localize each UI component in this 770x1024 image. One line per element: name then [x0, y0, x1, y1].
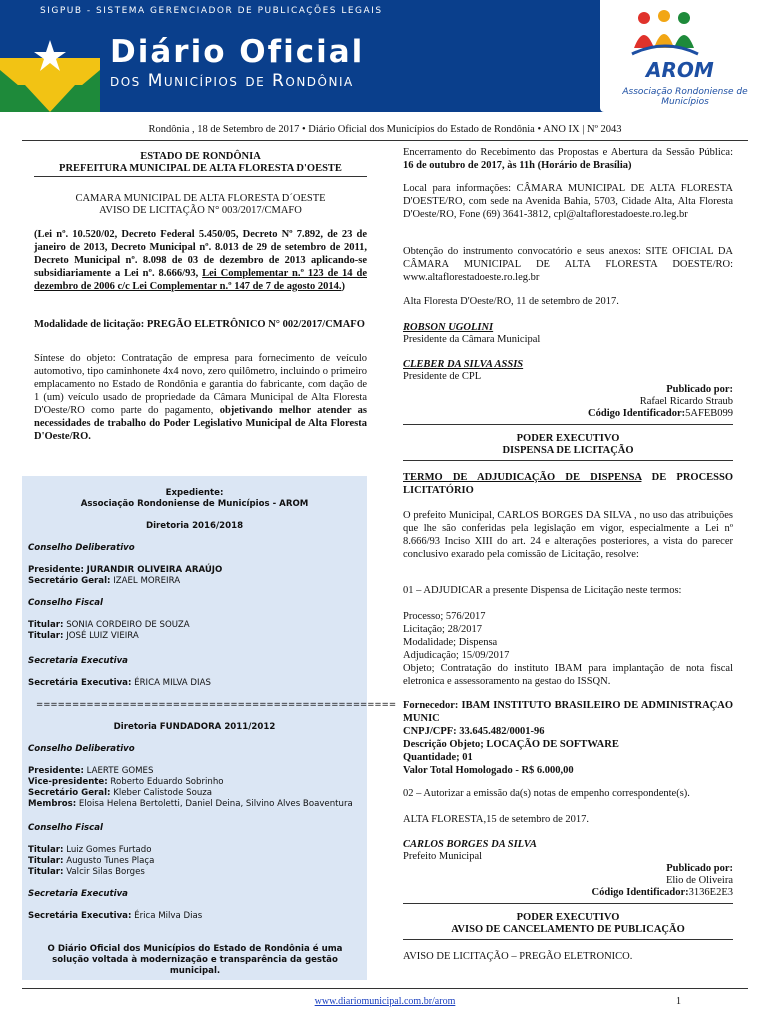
section-subtitle: AVISO DE CANCELAMENTO DE PUBLICAÇÃO: [451, 924, 685, 935]
divider: [403, 939, 733, 940]
field-value: Roberto Eduardo Sobrinho: [110, 777, 224, 787]
masthead: [0, 0, 770, 112]
date-line: Alta Floresta D'Oeste/RO, 11 de setembro de 2017.: [403, 296, 619, 307]
diretoria-title: Diretoria 2016/2018: [145, 521, 244, 531]
fornecedor: Fornecedor: IBAM INSTITUTO BRASILEIRO DE ADMINISTRAÇAO MUNIC: [403, 700, 733, 724]
field-label: Presidente:: [28, 565, 84, 575]
divider: [403, 424, 733, 425]
sintese: [34, 352, 367, 443]
rondonia-flag-icon: [0, 0, 100, 112]
identifier-row: [403, 407, 733, 420]
signatory-name: CARLOS BORGES DA SILVA: [403, 839, 537, 850]
page-number: 1: [676, 996, 681, 1007]
identifier-value: 3136E2E3: [688, 887, 733, 898]
signatory-role: Presidente de CPL: [403, 371, 482, 382]
field-label: Vice-presidente:: [28, 777, 108, 787]
signatory-name: CLEBER DA SILVA ASSIS: [403, 359, 524, 370]
legal-basis-close: ): [341, 281, 346, 292]
presidente-row: [28, 766, 361, 777]
field-value: Eloisa Helena Bertoletti, Daniel Deina, Silvino Alves Boaventura: [78, 799, 353, 809]
conselho-deliberativo: Conselho Deliberativo: [28, 543, 135, 553]
autorizar: 02 – Autorizar a emissão da(s) notas de empenho correspondente(s).: [403, 788, 690, 799]
published-by-name: Rafael Ricardo Straub: [639, 396, 733, 407]
titular-row: [28, 845, 361, 856]
slogan: O Diário Oficial dos Municípios do Estado de Rondônia é uma solução voltada à modernização e transparência da gestão municipal.: [47, 944, 343, 976]
quantidade: Quantidade; 01: [403, 752, 473, 763]
field-label: Titular:: [28, 867, 64, 877]
objeto: Objeto; Contratação do instituto IBAM para implantação de nota fiscal eletronica e assessoramento na gestao do ISSQN.: [403, 663, 733, 687]
presidente-row: [28, 565, 361, 576]
published-by-label: Publicado por:: [666, 384, 733, 395]
encerramento-text: Encerramento do Recebimento das Propostas e Abertura da Sessão Pública:: [403, 147, 733, 158]
conselho-fiscal: Conselho Fiscal: [28, 598, 104, 608]
expediente-label: Expediente:: [165, 488, 224, 498]
section-title: PODER EXECUTIVO: [516, 912, 620, 923]
sintese-text: Síntese do objeto: Contratação de empresa para fornecimento de veículo automotivo, tipo caminhonete 4x4 novo, zero quilômetro, incluindo o primeiro emplacamento no Estado de Rondônia e garantia do fabricante, com dação de 1 (um) veículo usado de propriedade da Câmara Municipal de Alta Floresta D'Oeste/RO como parte do pagamento,: [34, 353, 367, 416]
secretaria-row: [28, 678, 361, 689]
secretaria-row: [28, 911, 361, 922]
secretaria-executiva: Secretaria Executiva: [28, 656, 128, 666]
issue-info: Rondônia , 18 de Setembro de 2017 • Diário Oficial dos Municípios do Estado de Rondônia • ANO IX | Nº 2043: [148, 124, 622, 135]
identifier-value: 5AFEB099: [685, 408, 733, 419]
section-subtitle: DISPENSA DE LICITAÇÃO: [502, 445, 634, 456]
valor-total: Valor Total Homologado - R$ 6.000,00: [403, 765, 574, 776]
secretario-row: [28, 576, 361, 587]
divider: [34, 176, 367, 177]
termo-underlined: TERMO DE ADJUDICAÇÃO DE DISPENSA: [403, 472, 642, 483]
divider: [403, 460, 733, 461]
field-label: Titular:: [28, 856, 64, 866]
field-value: JOSÉ LUIZ VIEIRA: [66, 631, 139, 641]
field-value: ÉRICA MILVA DIAS: [134, 678, 211, 688]
signatory-role: Presidente da Câmara Municipal: [403, 334, 541, 345]
licitacao: Licitação; 28/2017: [403, 624, 483, 635]
titular-row: [28, 631, 361, 642]
sintese-bold: objetivando melhor atender as necessidades de trabalho do Poder Legislativo Municipal de Alta Floresta D'Oeste/RO.: [34, 405, 367, 442]
legal-basis-text: (Lei nº. 10.520/02, Decreto Federal 5.450/05, Decreto Nº 7.892, de 23 de janeiro de 2013, Decreto Municipal nº. 8.013 de 29 de setembro de 2011, Decreto Municipal nº. 8.098 de 03 de dezembro de 2013 aplicando-se subsidiariamente a Lei nº. 8.666/93,: [34, 229, 367, 279]
field-label: Presidente:: [28, 766, 84, 776]
aviso-pregao: AVISO DE LICITAÇÃO – PREGÃO ELETRONICO.: [403, 951, 633, 962]
field-value: LAERTE GOMES: [86, 766, 154, 776]
modalidade-row: Modalidade; Dispensa: [403, 637, 498, 648]
footer-divider: [22, 988, 748, 989]
signatory-role: Prefeito Municipal: [403, 851, 483, 862]
arom-logo-text: AROM: [646, 58, 714, 82]
obtencao: Obtenção do instrumento convocatório e seus anexos: SITE OFICIAL DA CÂMARA MUNICIPAL DE ALTA FLORESTA DOESTE/RO: www.altaflorestadoeste.ro.leg.br: [403, 246, 733, 283]
processo: Processo; 576/2017: [403, 611, 486, 622]
field-value: JURANDIR OLIVEIRA ARAÚJO: [86, 565, 223, 575]
identifier-row: [403, 886, 733, 899]
field-label: Secretário Geral:: [28, 576, 111, 586]
field-value: SONIA CORDEIRO DE SOUZA: [66, 620, 190, 630]
field-label: Titular:: [28, 631, 64, 641]
termo-text: DE PROCESSO LICITATÓRIO: [403, 472, 733, 496]
field-value: Augusto Tunes Plaça: [66, 856, 155, 866]
field-label: Secretária Executiva:: [28, 678, 132, 688]
identifier-label: Código Identificador:: [591, 887, 689, 898]
diretoria-fundadora: Diretoria FUNDADORA 2011/2012: [113, 722, 276, 732]
titular-row: [28, 856, 361, 867]
conselho-deliberativo: Conselho Deliberativo: [28, 744, 135, 754]
field-value: Érica Milva Dias: [134, 911, 203, 921]
field-label: Titular:: [28, 620, 64, 630]
titular-row: [28, 867, 361, 878]
section-title: PODER EXECUTIVO: [516, 433, 620, 444]
field-label: Titular:: [28, 845, 64, 855]
modalidade: Modalidade de licitação: PREGÃO ELETRÔNICO N° 002/2017/CMAFO: [34, 319, 365, 330]
field-value: IZAEL MOREIRA: [113, 576, 181, 586]
date-line: ALTA FLORESTA,15 de setembro de 2017.: [403, 814, 590, 825]
divider: [22, 140, 748, 141]
termo-heading: [403, 471, 733, 497]
prefeito-paragraph: O prefeito Municipal, CARLOS BORGES DA SILVA , no uso das atribuições que lhe são conferidas pela legislação em vigor, especialmente a Lei nº 8.666/93 Inciso XIII do art. 24 e alterações posteriores, a vista do parecer conclusivo exarado pela comissão de Licitação, resolve:: [403, 510, 733, 560]
state-heading: ESTADO DE RONDÔNIA: [140, 151, 261, 162]
camara-heading: CAMARA MUNICIPAL DE ALTA FLORESTA D´OESTE: [75, 193, 326, 204]
separator-line: ==================================================: [36, 700, 397, 710]
aviso-heading: AVISO DE LICITAÇÃO N° 003/2017/CMAFO: [99, 205, 302, 216]
vice-row: [28, 777, 361, 788]
encerramento: [403, 146, 733, 172]
field-label: Secretário Geral:: [28, 788, 111, 798]
signatory-name: ROBSON UGOLINI: [403, 322, 494, 333]
published-by-label: Publicado por:: [666, 863, 733, 874]
field-label: Secretária Executiva:: [28, 911, 132, 921]
divider: [403, 903, 733, 904]
adjudicacao: Adjudicação; 15/09/2017: [403, 650, 510, 661]
secretario-row: [28, 788, 361, 799]
footer-link[interactable]: www.diariomunicipal.com.br/arom: [314, 996, 456, 1007]
titular-row: [28, 620, 361, 631]
people-logo-icon: [630, 8, 700, 60]
arom-logo-subtitle: Associação Rondoniense de Municípios: [622, 87, 748, 107]
descricao-objeto: Descrição Objeto; LOCAÇÃO DE SOFTWARE: [403, 739, 619, 750]
field-value: Valcir Silas Borges: [66, 867, 145, 877]
prefeitura-heading: PREFEITURA MUNICIPAL DE ALTA FLORESTA D'OESTE: [59, 163, 342, 174]
adjudicar: 01 – ADJUDICAR a presente Dispensa de Licitação neste termos:: [403, 585, 682, 596]
field-value: Kleber Calistode Souza: [113, 788, 213, 798]
published-by-name: Elio de Oliveira: [665, 875, 733, 886]
secretaria-executiva: Secretaria Executiva: [28, 889, 128, 899]
local-informacoes: Local para informações: CÂMARA MUNICIPAL DE ALTA FLORESTA D'OESTE/RO, com sede na Avenida Bahia, 5703, Cidade Alta, Alta Floresta D'Oeste/RO, Fone (69) 3641-3812, cpl@altaflorestadoeste.ro.leg.br: [403, 183, 733, 220]
masthead-subtitle: dos Municípios de Rondônia: [110, 71, 354, 91]
legal-basis: [34, 228, 367, 293]
field-value: Luiz Gomes Furtado: [66, 845, 152, 855]
encerramento-date: 16 de outubro de 2017, às 11h (Horário de Brasília): [403, 160, 632, 171]
system-name: SIGPUB - SISTEMA GERENCIADOR DE PUBLICAÇÕES LEGAIS: [40, 6, 383, 16]
masthead-title: Diário Oficial: [110, 34, 365, 70]
legal-basis-underlined: Lei Complementar n.º 123 de 14 de dezembro de 2006 c/c Lei Complementar n.º 147 de 7 de agosto 2014.: [34, 268, 367, 292]
conselho-fiscal: Conselho Fiscal: [28, 823, 104, 833]
cnpj: CNPJ/CPF: 33.645.482/0001-96: [403, 726, 545, 737]
membros-row: [28, 799, 361, 810]
field-label: Membros:: [28, 799, 77, 809]
identifier-label: Código Identificador:: [588, 408, 686, 419]
assoc-name: Associação Rondoniense de Municípios - AROM: [80, 499, 309, 509]
